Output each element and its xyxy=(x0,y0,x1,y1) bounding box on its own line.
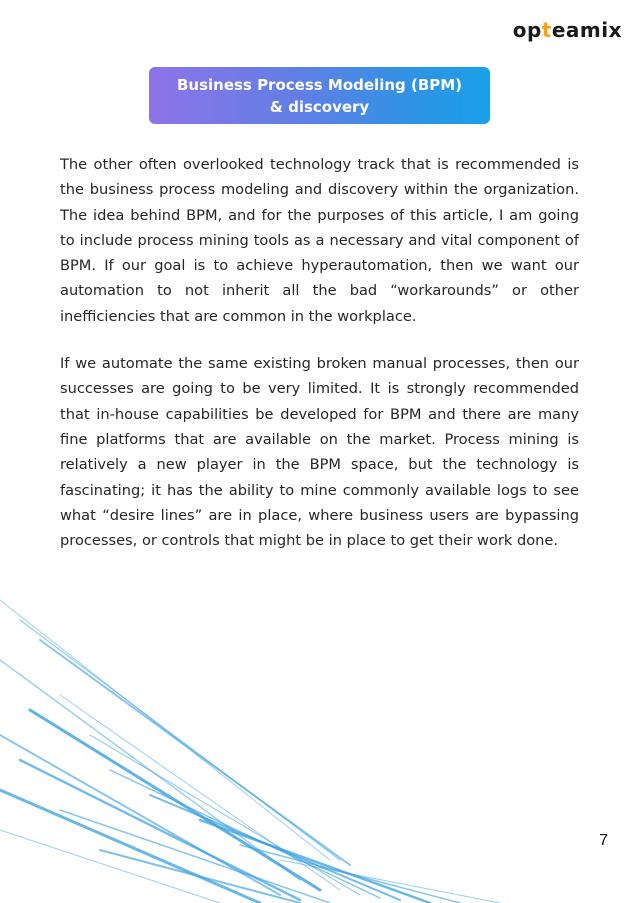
company-logo xyxy=(513,18,622,42)
logo-text-accent: t xyxy=(541,18,552,42)
paragraph-1: The other often overlooked technology track that is recommended is the business process modeling and discovery within the organization. The idea behind BPM, and for the purposes of this article, I am going to include process mining tools as a necessary and vital component of BPM. If our goal is to achieve hyperautomation, then we want our automation to not inherit all the bad “workarounds” or other inefficiencies that are common in the workplace. xyxy=(60,156,579,325)
decorative-lines-graphic xyxy=(0,560,638,903)
logo-text-rest: eamix xyxy=(551,18,622,42)
section-title-banner xyxy=(149,67,490,124)
section-title-line2: & discovery xyxy=(269,97,370,116)
page-number: 7 xyxy=(599,832,608,849)
section-title-line1: Business Process Modeling (BPM) xyxy=(176,75,463,94)
paragraph-2: If we automate the same existing broken manual processes, then our successes are going to be very limited. It is strongly recommended that in-house capabilities be developed for BPM and there are many fine platforms that are available on the market. Process mining is relatively a new player in the BPM space, but the technology is fascinating; it has the ability to mine commonly available logs to see what “desire lines” are in place, where business users are bypassing processes, or controls that might be in place to get their work done. xyxy=(60,355,579,550)
logo-text-prefix: op xyxy=(512,18,542,42)
article-body xyxy=(60,152,579,575)
